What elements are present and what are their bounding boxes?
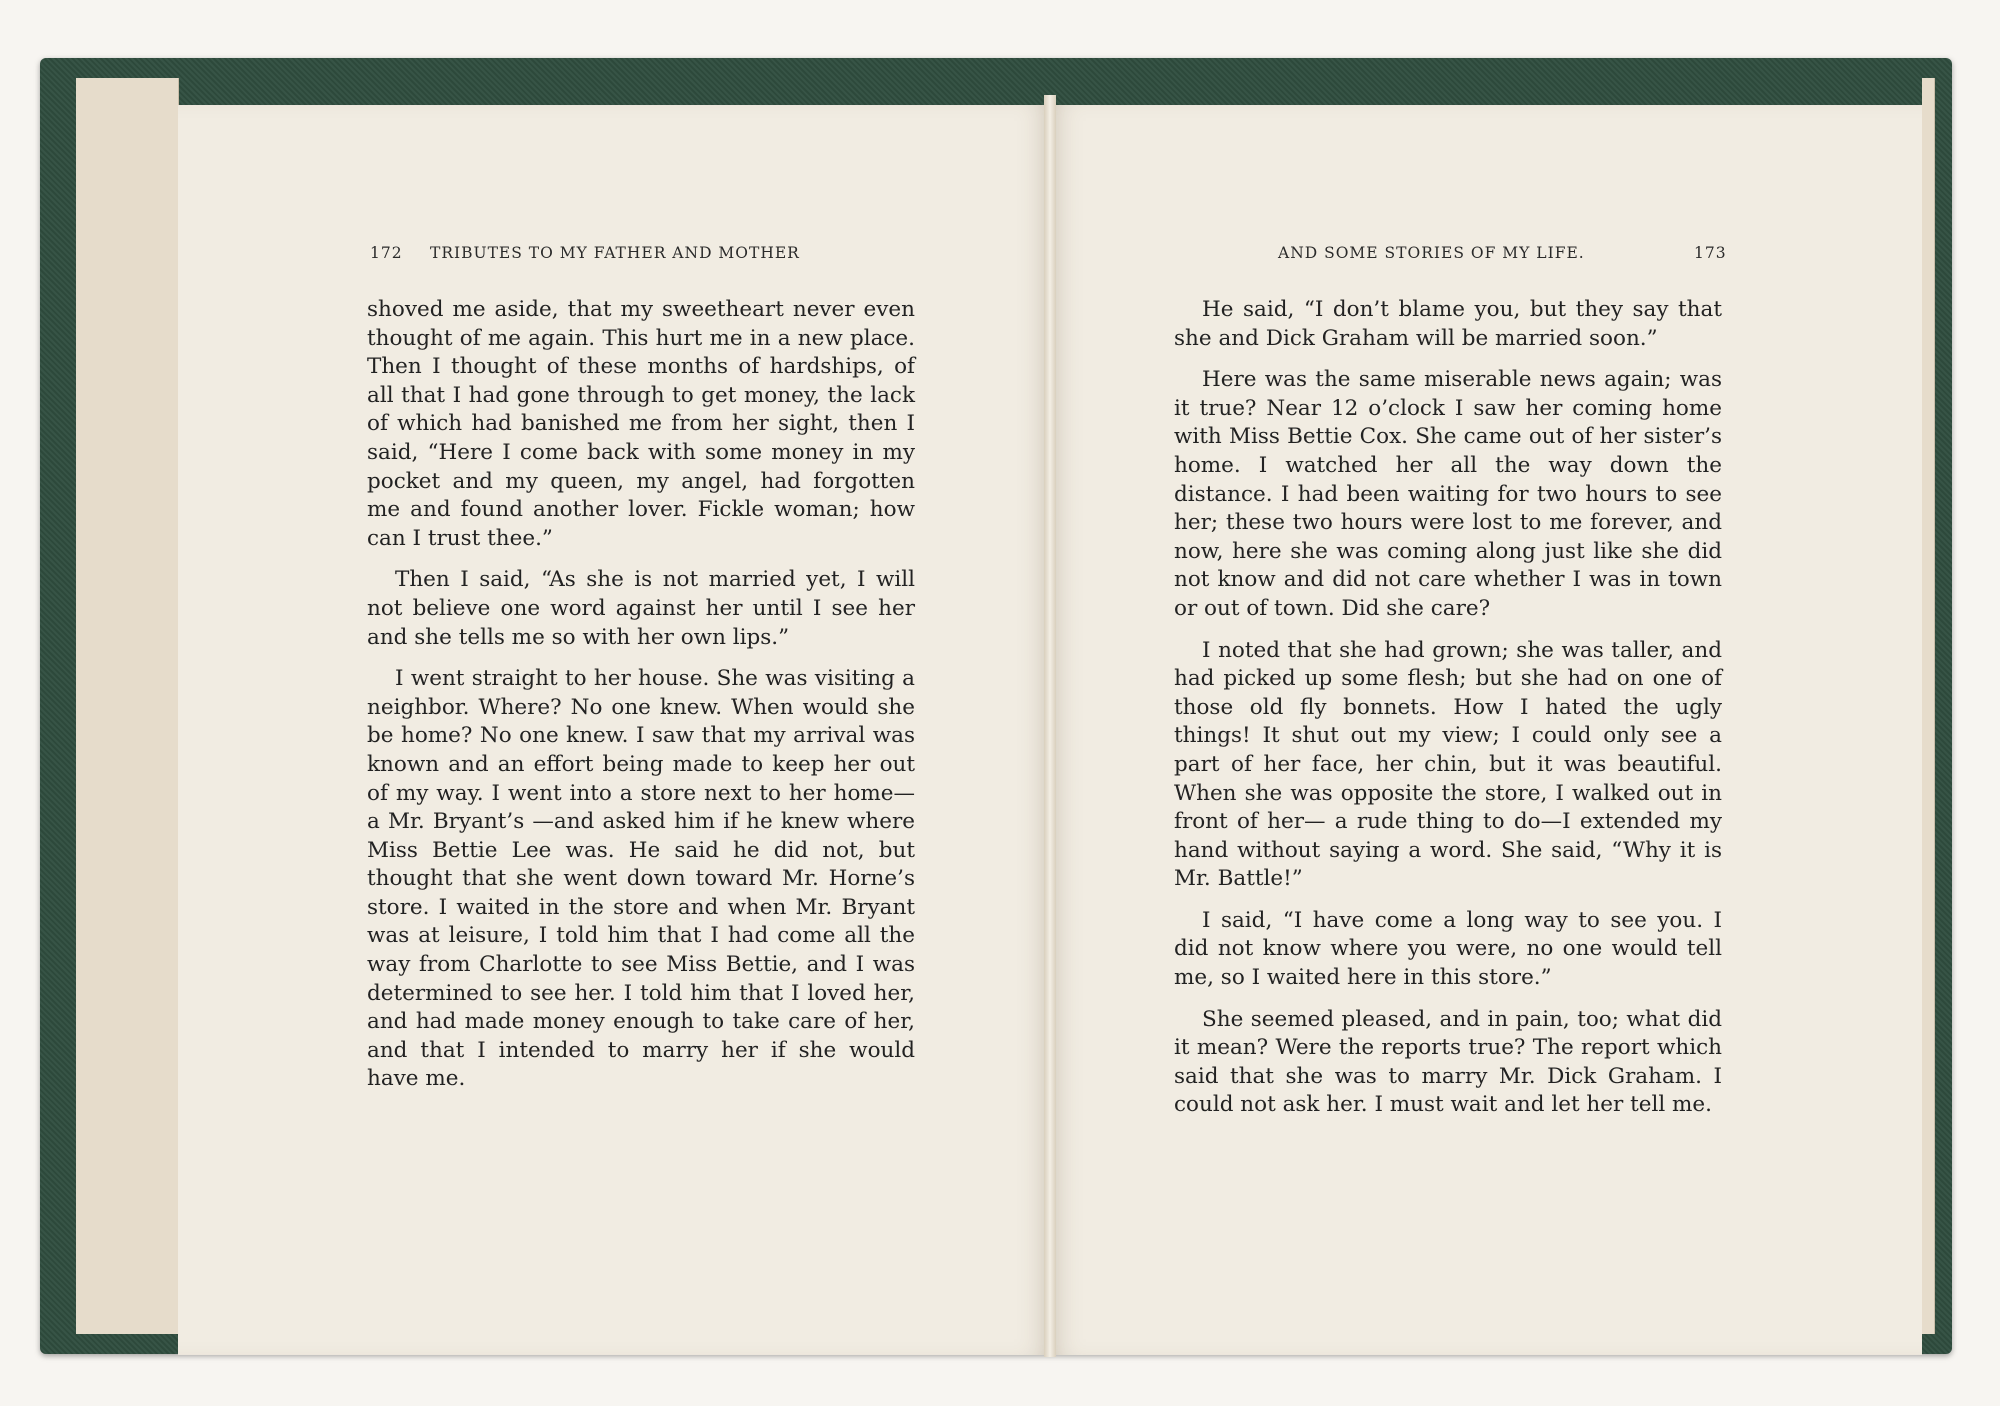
left-running-head: TRIBUTES TO MY FATHER AND MOTHER (430, 244, 800, 262)
left-paragraph-1: shoved me aside, that my sweetheart never even thought of me again. This hurt me in a new place. Then I thought of these months of hardships, of all that I had gone through to get money, the lack of which had banished me from her sight, then I said, “Here I come back with some money in my pocket and my queen, my angel, had forgotten me and found another lover. Fickle woman; how can I trust thee.” (367, 297, 915, 551)
right-page-number: 173 (1694, 244, 1727, 262)
right-running-head: AND SOME STORIES OF MY LIFE. (1278, 244, 1585, 262)
left-paragraph-2: Then I said, “As she is not married yet, I will not believe one word against her until I see her and she tells me so with her own lips.” (367, 567, 915, 650)
page-edges-left (76, 78, 179, 1334)
right-page-text (1174, 296, 1722, 1133)
right-paragraph-3: I noted that she had grown; she was taller, and had picked up some flesh; but she had on one of those old fly bonnets. How I hated the ugly things! It shut out my view; I could only see a part of her face, her chin, but it was beautiful. When she was opposite the store, I walked out in front of her— a rude thing to do—I extended my hand without saying a word. She said, “Why it is Mr. Battle!” (1174, 637, 1722, 892)
right-paragraph-2: Here was the same miserable news again; was it true? Near 12 o’clock I saw her coming home with Miss Bettie Cox. She came out of her sister’s home. I watched her all the way down the distance. I had been waiting for two hours to see her; these two hours were lost to me forever, and now, here she was coming along just like she did not know and did not care whether I was in town or out of town. Did she care? (1174, 367, 1722, 621)
page-edges-right (1922, 78, 1935, 1334)
right-paragraph-5: She seemed pleased, and in pain, too; what did it mean? Were the reports true? The report which said that she was to marry Mr. Dick Graham. I could not ask her. I must wait and let her tell me. (1174, 1006, 1722, 1118)
right-paragraph-4: I said, “I have come a long way to see you. I did not know where you were, no one would tell me, so I waited here in this store.” (1174, 907, 1722, 991)
left-page-text (367, 296, 915, 1107)
left-page-number: 172 (370, 244, 403, 262)
book-gutter (1044, 95, 1056, 1357)
right-paragraph-1: He said, “I don’t blame you, but they say that she and Dick Graham will be married soon.” (1174, 297, 1722, 351)
left-paragraph-3: I went straight to her house. She was visiting a neighbor. Where? No one knew. When would she be home? No one knew. I saw that my arrival was known and an effort being made to keep her out of my way. I went into a store next to her home—a Mr. Bryant’s —and asked him if he knew where Miss Bettie Lee was. He said he did not, but thought that she went down toward Mr. Horne’s store. I waited in the store and when Mr. Bryant was at leisure, I told him that I had come all the way from Charlotte to see Miss Bettie, and I was determined to see her. I told him that I loved her, and had made money enough to take care of her, and that I intended to marry her if she would have me. (367, 666, 915, 1092)
